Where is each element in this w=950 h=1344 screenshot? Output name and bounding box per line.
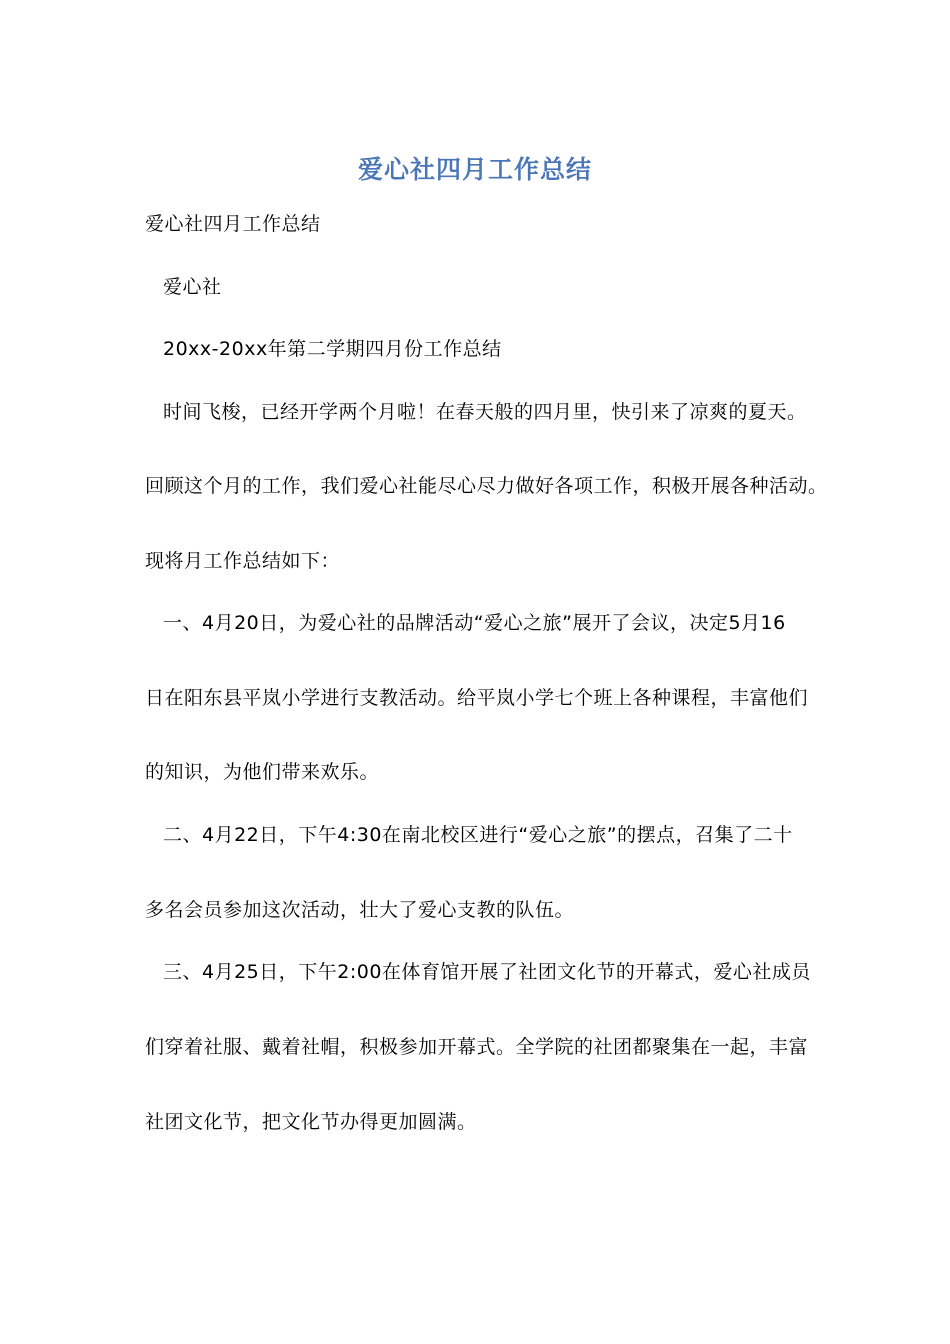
item-3-line: 们穿着社服、戴着社帽，积极参加开幕式。全学院的社团都聚集在一起，丰富 xyxy=(145,1036,809,1058)
item-1-line: 一、4月20日，为爱心社的品牌活动“爱心之旅”展开了会议，决定5月16 xyxy=(163,612,786,634)
heading-line: 爱心社四月工作总结 xyxy=(145,213,321,235)
subtitle-line: 20xx-20xx年第二学期四月份工作总结 xyxy=(163,338,502,360)
item-3-line: 三、4月25日，下午2:00在体育馆开展了社团文化节的开幕式，爱心社成员 xyxy=(163,961,811,983)
item-1-line: 的知识，为他们带来欢乐。 xyxy=(145,761,380,783)
item-2-line: 二、4月22日，下午4:30在南北校区进行“爱心之旅”的摆点，召集了二十 xyxy=(163,824,793,846)
item-2-line: 多名会员参加这次活动，壮大了爱心支教的队伍。 xyxy=(145,899,575,921)
paragraph-line: 现将月工作总结如下： xyxy=(145,550,341,572)
item-3-line: 社团文化节，把文化节办得更加圆满。 xyxy=(145,1111,477,1133)
document-title: 爱心社四月工作总结 xyxy=(357,155,592,184)
paragraph-line: 回顾这个月的工作，我们爱心社能尽心尽力做好各项工作，积极开展各种活动。 xyxy=(145,475,828,497)
organization-line: 爱心社 xyxy=(163,276,222,298)
item-1-line: 日在阳东县平岚小学进行支教活动。给平岚小学七个班上各种课程，丰富他们 xyxy=(145,687,809,709)
paragraph-line: 时间飞梭，已经开学两个月啦！在春天般的四月里，快引来了凉爽的夏天。 xyxy=(163,401,807,423)
